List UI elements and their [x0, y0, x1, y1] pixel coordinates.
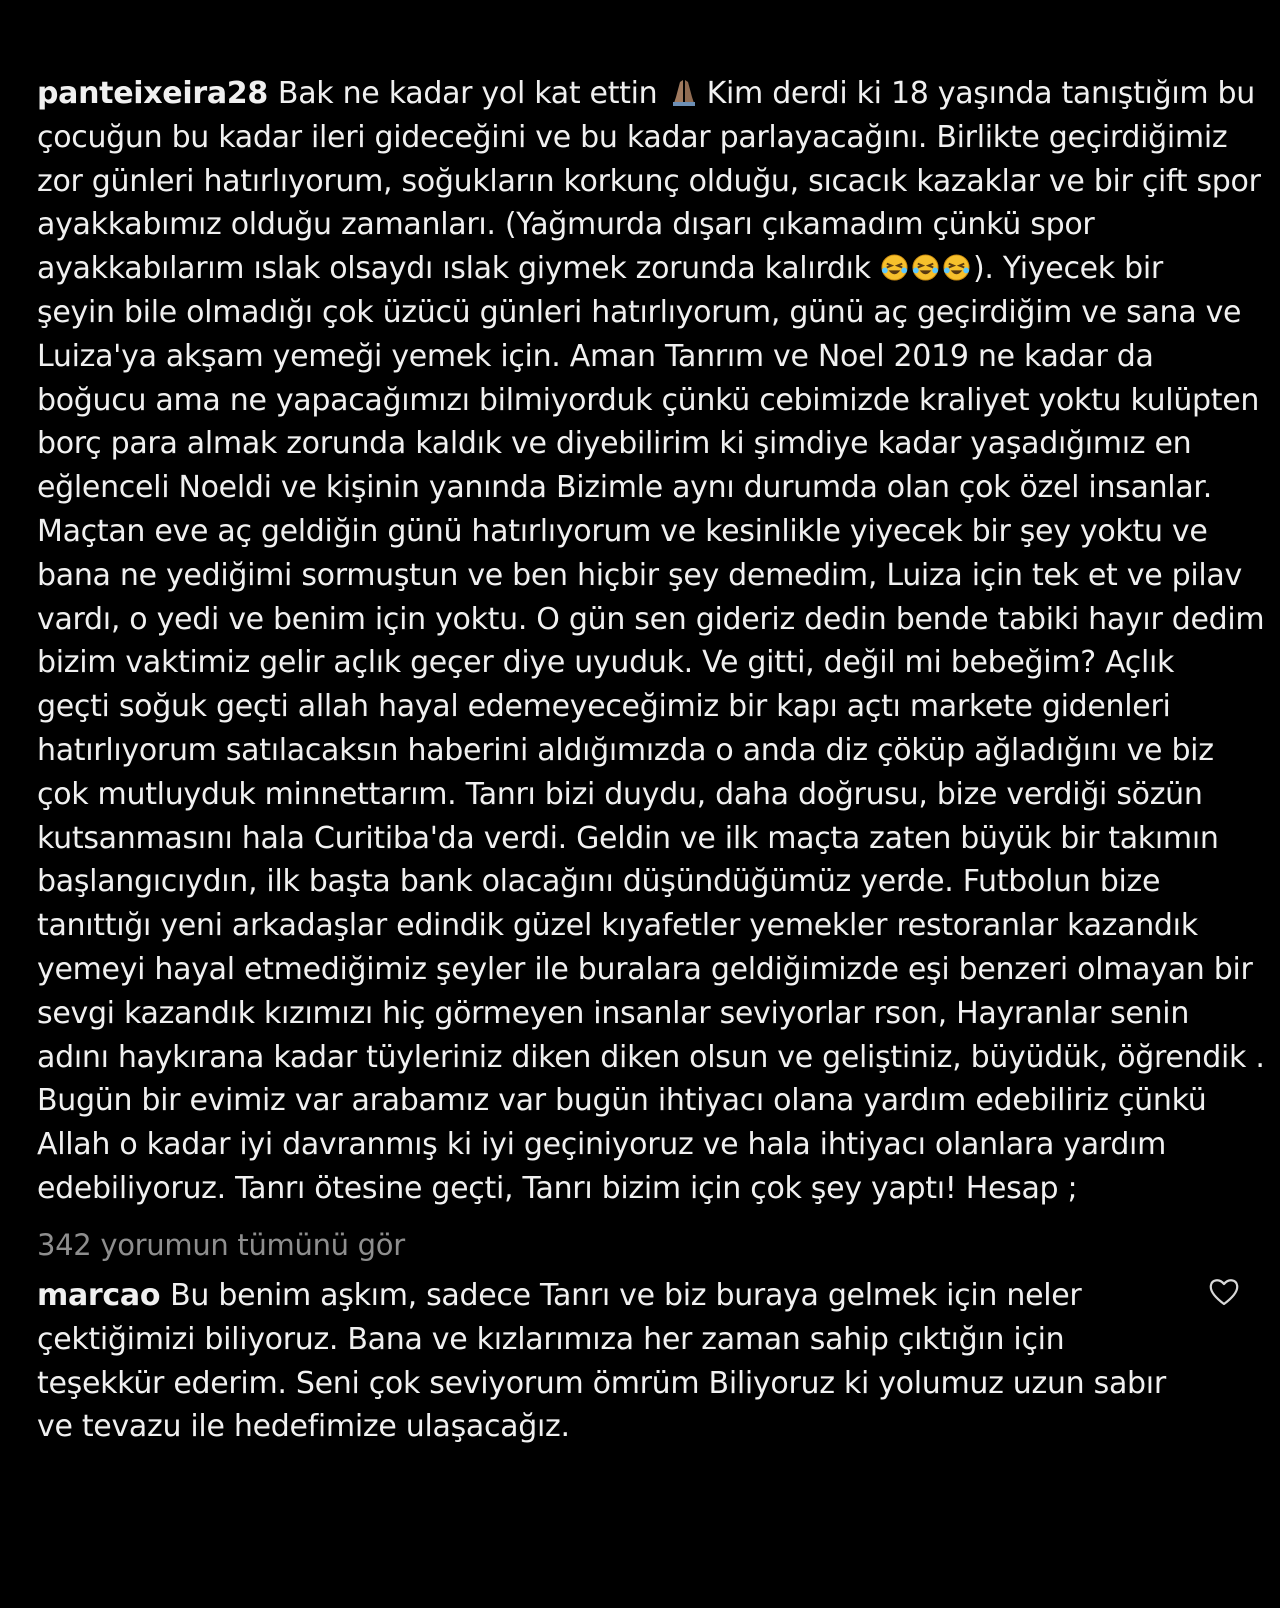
comment-line: çektiğimizi biliyoruz. Bana ve kızlarımıza her zaman sahip çıktığın için	[37, 1321, 1065, 1357]
caption-line: başlangıcıydın, ilk başta bank olacağını düşündüğümüz yerde. Futbolun bize	[37, 864, 1161, 900]
post-caption	[37, 72, 1265, 1211]
comment-line: teşekkür ederim. Seni çok seviyorum ömrüm Biliyoruz ki yolumuz uzun sabır	[37, 1365, 1166, 1401]
caption-line: adını haykırana kadar tüyleriniz diken diken olsun ve geliştiniz, büyüdük, öğrendik .	[37, 1039, 1265, 1075]
rolling-laughing-emoji-icon	[911, 253, 940, 282]
caption-line: bana ne yediğimi sormuştun ve ben hiçbir şey demedim, Luiza için tek et ve pilav	[37, 557, 1242, 593]
caption-line: ayakkabımız olduğu zamanları. (Yağmurda dışarı çıkamadım çünkü spor	[37, 207, 1095, 243]
rolling-laughing-emoji-icon	[942, 253, 971, 282]
folded-hands-emoji-icon	[669, 77, 699, 107]
caption-line: bizim vaktimiz gelir açlık geçer diye uyuduk. Ve gitti, değil mi bebeğim? Açlık	[37, 645, 1175, 681]
caption-line: sevgi kazandık kızımızı hiç görmeyen insanlar seviyorlar rson, Hayranlar senin	[37, 995, 1190, 1031]
caption-line: yemeyi hayal etmediğimiz şeyler ile buralara geldiğimizde eşi benzeri olmayan bir	[37, 951, 1253, 987]
caption-line: Allah o kadar iyi davranmış ki iyi geçiniyoruz ve hala ihtiyacı olanlara yardım	[37, 1127, 1167, 1163]
caption-line: kutsanmasını hala Curitiba'da verdi. Geldin ve ilk maçta zaten büyük bir takımın	[37, 820, 1219, 856]
view-all-comments-link[interactable]: 342 yorumun tümünü gör	[37, 1228, 405, 1262]
comment-line: ve tevazu ile hedefimize ulaşacağız.	[37, 1409, 570, 1445]
caption-line: Luiza'ya akşam yemeği yemek için. Aman Tanrım ve Noel 2019 ne kadar da	[37, 338, 1154, 374]
caption-line: edebiliyoruz. Tanrı ötesine geçti, Tanrı bizim için çok şey yaptı! Hesap ;	[37, 1170, 1078, 1206]
post-author-username[interactable]: panteixeira28	[37, 76, 268, 111]
caption-line: tanıttığı yeni arkadaşlar edindik güzel kıyafetler yemekler restoranlar kazandık	[37, 908, 1198, 944]
caption-line: borç para almak zorunda kaldık ve diyebilirim ki şimdiye kadar yaşadığımız en	[37, 426, 1192, 462]
heart-outline-icon[interactable]	[1208, 1277, 1240, 1307]
caption-line: ayakkabılarım ıslak olsaydı ıslak giymek zorunda kalırdık ). Yiyecek bir	[37, 251, 1163, 287]
caption-line: eğlenceli Noeldi ve kişinin yanında Bizimle aynı durumda olan çok özel insanlar.	[37, 470, 1212, 506]
rolling-laughing-emoji-group	[880, 251, 973, 286]
comment	[37, 1274, 1187, 1449]
caption-line: hatırlıyorum satılacaksın haberini aldığımızda o anda diz çöküp ağladığını ve biz	[37, 732, 1214, 768]
caption-line: boğucu ama ne yapacağımızı bilmiyorduk çünkü cebimizde kraliyet yoktu kulüpten	[37, 382, 1260, 418]
caption-line: panteixeira28 Bak ne kadar yol kat ettin Kim derdi ki 18 yaşında tanıştığım bu	[37, 76, 1255, 111]
comment-author-username[interactable]: marcao	[37, 1278, 161, 1313]
caption-line: Bugün bir evimiz var arabamız var bugün ihtiyacı olana yardım edebiliriz çünkü	[37, 1083, 1207, 1119]
caption-line: zor günleri hatırlıyorum, soğukların korkunç olduğu, sıcacık kazaklar ve bir çift spor	[37, 163, 1261, 199]
caption-line: Maçtan eve aç geldiğin günü hatırlıyorum ve kesinlikle yiyecek bir şey yoktu ve	[37, 513, 1208, 549]
caption-line: şeyin bile olmadığı çok üzücü günleri hatırlıyorum, günü aç geçirdiğim ve sana ve	[37, 294, 1242, 330]
caption-line: geçti soğuk geçti allah hayal edemeyeceğimiz bir kapı açtı markete gidenleri	[37, 689, 1171, 725]
comment-line: marcao Bu benim aşkım, sadece Tanrı ve biz buraya gelmek için neler	[37, 1278, 1082, 1313]
caption-line: vardı, o yedi ve benim için yoktu. O gün sen gideriz dedin bende tabiki hayır dedim	[37, 601, 1265, 637]
caption-line: çok mutluyduk minnettarım. Tanrı bizi duydu, daha doğrusu, bize verdiği sözün	[37, 776, 1203, 812]
caption-line: çocuğun bu kadar ileri gideceğini ve bu kadar parlayacağını. Birlikte geçirdiğimiz	[37, 119, 1228, 155]
rolling-laughing-emoji-icon	[880, 253, 909, 282]
